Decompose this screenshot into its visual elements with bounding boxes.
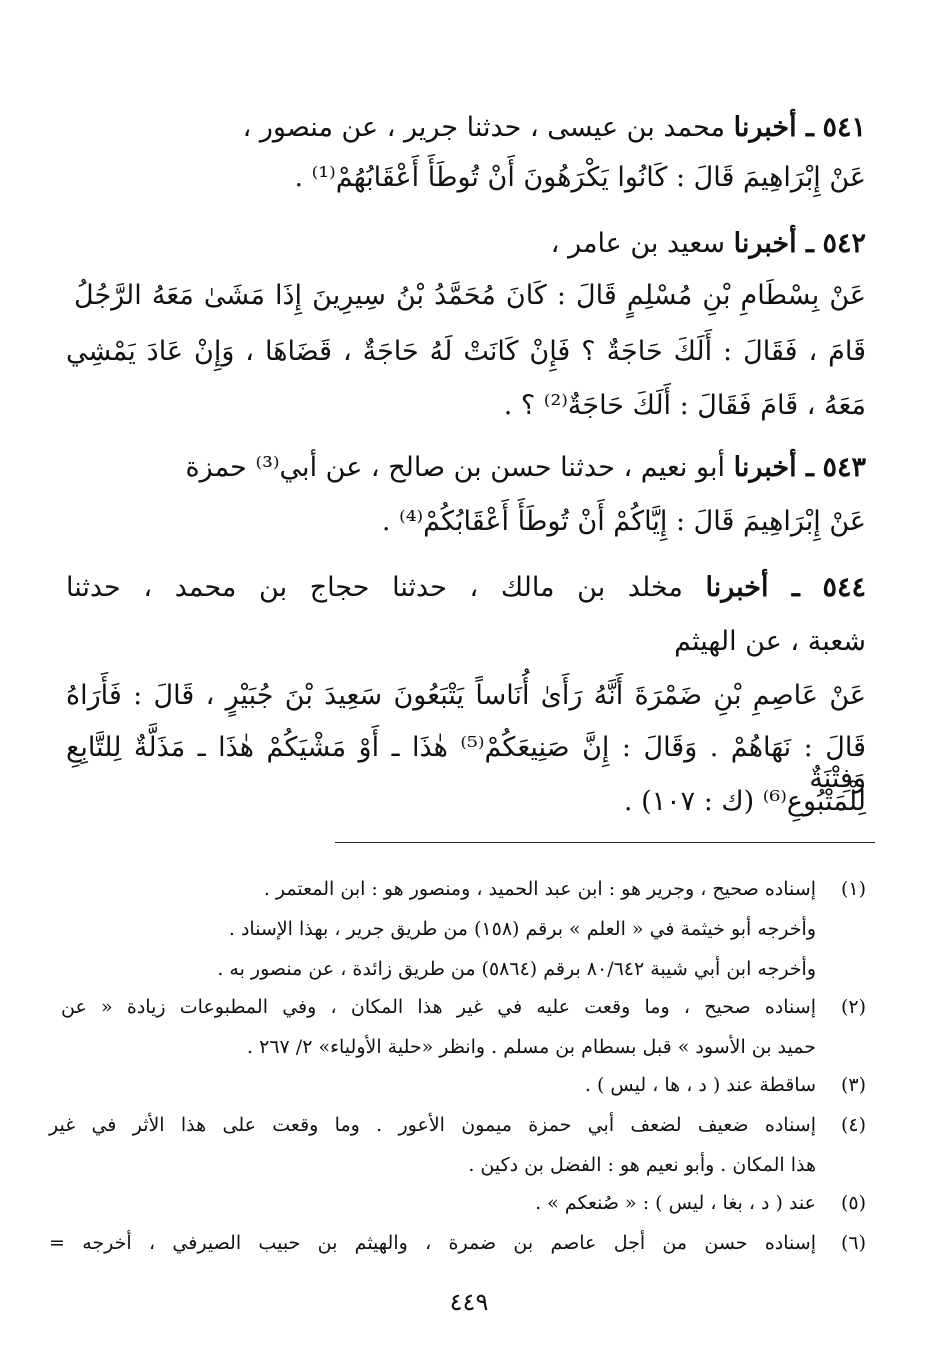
hadith-542-matn-line: مَعَهُ ، قَامَ فَقَالَ : أَلَكَ حَاجَةٌ⁽²⁾ ؟ . <box>503 390 866 421</box>
hadith-544-matn-line: عَنْ عَاصِمِ بْنِ ضَمْرَةَ أَنَّهُ رَأَىٰ أُنَاساً يَتْبَعُونَ سَعِيدَ بْنَ جُبَيْرٍ ، قَالَ : فَأَرَاهُ <box>66 680 866 711</box>
isnad-head: أخبرنا <box>705 572 769 603</box>
hadith-544-matn-line: لِلْمَتْبُوعِ⁽⁶⁾ (ك : ١٠٧) . <box>623 786 866 817</box>
isnad-text: محمد بن عيسى ، حدثنا جرير ، عن منصور ، <box>242 112 725 143</box>
hadith-543-isnad: ٥٤٣ ـ أخبرنا أبو نعيم ، حدثنا حسن بن صالح ، عن أبي⁽³⁾ حمزة <box>185 452 866 483</box>
footnote-number: (٥) <box>840 1192 866 1214</box>
isnad-text: سعيد بن عامر ، <box>550 228 725 259</box>
footnote-separator <box>335 842 875 843</box>
hadith-542-isnad: ٥٤٢ ـ أخبرنا سعيد بن عامر ، <box>550 228 866 259</box>
hadith-542-matn-line: عَنْ بِسْطَامِ بْنِ مُسْلِمٍ قَالَ : كَانَ مُحَمَّدُ بْنُ سِيرِينَ إِذَا مَشَىٰ مَعَهُ الرَّجُلُ <box>74 280 866 311</box>
hadith-544-matn-line: قَالَ : نَهَاهُمْ . وَقَالَ : إِنَّ صَنِيعَكُمْ⁽⁵⁾ هٰذَا ـ أَوْ مَشْيَكُمْ هٰذَا ـ مَذَلَّةٌ لِلتَّابِعِ وَفِتْنَةٌ <box>66 732 866 794</box>
hadith-number: ٥٤١ <box>822 112 866 143</box>
hadith-number: ٥٤٤ <box>822 572 866 603</box>
page-number: ٤٤٩ <box>449 1288 489 1316</box>
hadith-541-isnad: ٥٤١ ـ أخبرنا محمد بن عيسى ، حدثنا جرير ، عن منصور ، <box>242 112 866 143</box>
footnote-text: وأخرجه ابن أبي شيبة ٨٠/٦٤٢ برقم (٥٨٦٤) من طريق زائدة ، عن منصور به . <box>217 958 816 980</box>
footnote-number: (٤) <box>840 1114 866 1136</box>
hadith-number: ٥٤٢ <box>822 228 866 259</box>
footnote-text: وأخرجه أبو خيثمة في « العلم » برقم (١٥٨) من طريق جرير ، بهذا الإسناد . <box>228 918 816 940</box>
hadith-544-isnad-cont: شعبة ، عن الهيثم <box>674 626 866 657</box>
footnote-text: ساقطة عند ( د ، ها ، ليس ) . <box>584 1074 816 1096</box>
footnote-number: (٦) <box>840 1232 866 1254</box>
isnad-text: أبو نعيم ، حدثنا حسن بن صالح ، عن أبي⁽³⁾ حمزة <box>185 452 725 483</box>
hadith-544-isnad: ٥٤٤ ـ أخبرنا مخلد بن مالك ، حدثنا حجاج بن محمد ، حدثنا <box>66 572 866 603</box>
hadith-541-matn: عَنْ إِبْرَاهِيمَ قَالَ : كَانُوا يَكْرَهُونَ أَنْ تُوطَأَ أَعْقَابُهُمْ⁽¹⁾ . <box>294 162 866 193</box>
hadith-543-matn: عَنْ إِبْرَاهِيمَ قَالَ : إِيَّاكُمْ أَنْ تُوطَأَ أَعْقَابُكُمْ⁽⁴⁾ . <box>381 506 866 537</box>
footnote-text: هذا المكان . وأبو نعيم هو : الفضل بن دكين . <box>468 1154 816 1176</box>
footnote-number: (٢) <box>840 996 866 1018</box>
footnote-text: حميد بن الأسود » قبل بسطام بن مسلم . وانظر «حلية الأولياء» ٢/ ٢٦٧ . <box>247 1036 816 1058</box>
footnote-text: إسناده صحيح ، وجرير هو : ابن عبد الحميد ، ومنصور هو : ابن المعتمر . <box>263 878 816 900</box>
hadith-542-matn-line: قَامَ ، فَقَالَ : أَلَكَ حَاجَةٌ ؟ فَإِنْ كَانَتْ لَهُ حَاجَةٌ ، قَضَاهَا ، وَإِنْ عَادَ يَمْشِي <box>66 336 866 367</box>
isnad-head: أخبرنا <box>733 112 797 143</box>
footnote-text: عند ( د ، بغا ، ليس ) : « صُنعكم » . <box>535 1192 816 1214</box>
footnote-text: إسناده صحيح ، وما وقعت عليه في غير هذا المكان ، وفي المطبوعات زيادة « عن <box>61 996 816 1018</box>
hadith-number: ٥٤٣ <box>822 452 866 483</box>
footnote-text: إسناده حسن من أجل عاصم بن ضمرة ، والهيثم بن حبيب الصيرفي ، أخرجه = <box>49 1232 816 1254</box>
footnote-number: (٣) <box>840 1074 866 1096</box>
isnad-head: أخبرنا <box>733 452 797 483</box>
footnote-number: (١) <box>840 878 866 900</box>
isnad-text: مخلد بن مالك ، حدثنا حجاج بن محمد ، حدثنا <box>66 572 683 603</box>
footnote-text: إسناده ضعيف لضعف أبي حمزة ميمون الأعور . وما وقعت على هذا الأثر في غير <box>49 1114 816 1136</box>
isnad-head: أخبرنا <box>733 228 797 259</box>
